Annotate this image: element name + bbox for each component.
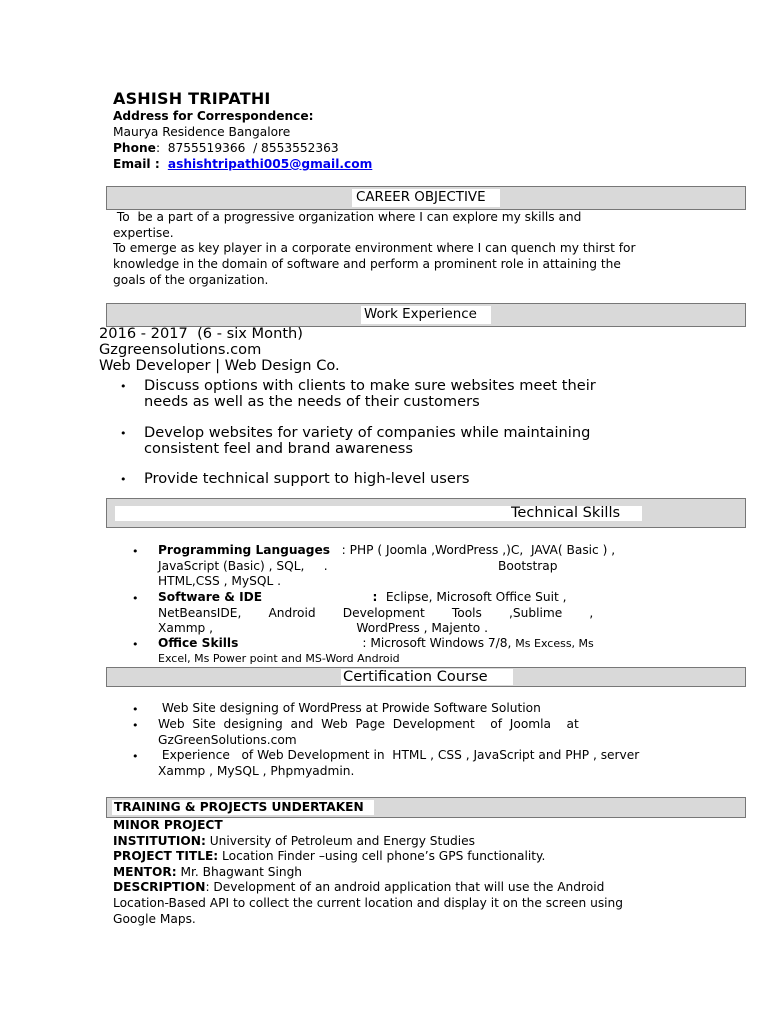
certification-title: Certification Course (343, 668, 488, 685)
description-label: DESCRIPTION (113, 880, 206, 895)
skill-label: Office Skills (158, 636, 239, 650)
skill-line: Eclipse, Microsoft Office Suit , (385, 590, 567, 604)
work-bullet-line: Discuss options with clients to make sure websites meet their (144, 377, 596, 394)
work-period: 2016 - 2017 (6 - six Month) (99, 325, 303, 342)
career-line: knowledge in the domain of software and perform a prominent role in attaining the (113, 257, 621, 272)
skill-label: Programming Languages (158, 543, 331, 557)
cert-line: Web Site designing and Web Page Development of Joomla at (158, 717, 579, 731)
skill-line: Microsoft Windows 7/8, (370, 636, 516, 650)
skill-line: PHP ( Joomla ,WordPress ,)C, JAVA( Basic ) , (349, 543, 616, 557)
minor-project-label: MINOR PROJECT (113, 818, 223, 832)
skill-line: Excel, Ms Power point and MS-Word Android (158, 651, 400, 665)
bullet-icon: • (132, 638, 139, 651)
work-role: Web Developer | Web Design Co. (99, 357, 340, 374)
cert-line: Experience of Web Development in HTML , CSS , JavaScript and PHP , server (158, 748, 640, 762)
technical-skills-header (106, 498, 746, 528)
career-objective-header (106, 186, 746, 210)
institution-value: University of Petroleum and Energy Studies (205, 833, 476, 848)
work-bullet-line: consistent feel and brand awareness (144, 440, 413, 457)
cert-line: GzGreenSolutions.com (158, 732, 297, 747)
skill-item (132, 590, 655, 636)
career-objective-text (113, 210, 636, 289)
cert-item (132, 701, 655, 717)
skill-line: JavaScript (Basic) , SQL, . Bootstrap (158, 558, 558, 573)
career-line: To be a part of a progressive organization where I can explore my skills and (113, 210, 582, 224)
bullet-icon: • (120, 380, 127, 393)
description-line: Location-Based API to collect the current location and display it on the screen using (113, 895, 624, 910)
description-value: : Development of an android application that will use the Android (205, 880, 605, 895)
skill-separator: : (330, 543, 350, 557)
bullet-icon: • (132, 719, 139, 732)
skill-line: HTML,CSS , MySQL . (158, 574, 281, 588)
work-bullet-text (144, 471, 644, 487)
description-line (113, 880, 653, 896)
cert-item (132, 717, 655, 749)
address-text: Maurya Residence Bangalore (113, 125, 291, 139)
project-title-label: PROJECT TITLE: (113, 849, 219, 864)
bullet-icon: • (132, 703, 139, 716)
email-line (113, 156, 372, 172)
project-title-line (113, 849, 653, 865)
skill-item (132, 543, 655, 589)
mentor-line (113, 865, 653, 881)
certification-header (106, 667, 746, 687)
work-bullet-line: Provide technical support to high-level users (144, 470, 470, 487)
phone-line (113, 140, 339, 156)
work-experience-header (106, 303, 746, 327)
career-line: expertise. (113, 225, 174, 240)
bullet-icon: • (132, 545, 139, 558)
skill-line: Xammp , WordPress , Majento . (158, 621, 488, 635)
work-bullet-text (144, 425, 644, 457)
cert-line: Web Site designing of WordPress at Prowide Software Solution (158, 701, 541, 715)
work-bullet (120, 378, 640, 412)
work-experience-title: Work Experience (364, 307, 477, 322)
technical-skills-title: Technical Skills (511, 504, 621, 521)
institution-line (113, 834, 653, 850)
skill-separator: : (238, 636, 371, 650)
work-company: Gzgreensolutions.com (99, 341, 262, 358)
skill-separator: : (262, 590, 386, 604)
career-line: goals of the organization. (113, 272, 269, 287)
skill-line: NetBeansIDE, Android Development Tools ,Sublime , (158, 605, 594, 620)
work-bullet-line: Develop websites for variety of companies while maintaining (144, 424, 591, 441)
bullet-icon: • (132, 750, 139, 763)
skill-item-text (158, 590, 655, 637)
mentor-label: MENTOR: (113, 864, 177, 879)
cert-item (132, 748, 655, 780)
career-line: To emerge as key player in a corporate environment where I can quench my thirst for (113, 241, 636, 256)
skill-item-text (158, 636, 655, 666)
cert-item-text (158, 717, 655, 748)
description-line: Google Maps. (113, 911, 196, 926)
candidate-name: ASHISH TRIPATHI (113, 89, 271, 108)
email-label: Email : (113, 157, 164, 171)
project-details (113, 818, 653, 927)
work-bullet (120, 425, 640, 459)
email-link[interactable]: ashishtripathi005@gmail.com (167, 157, 373, 171)
phone-value: : 8755519366 / 8553552363 (155, 141, 339, 155)
skill-line: Ms Excess, Ms (515, 637, 594, 650)
address-label: Address for Correspondence: (113, 109, 314, 123)
cert-item-text (158, 748, 655, 779)
skill-item-text (158, 543, 655, 590)
work-bullet-text (144, 378, 644, 410)
phone-label: Phone (113, 141, 156, 155)
bullet-icon: • (120, 473, 127, 486)
work-bullet-line: needs as well as the needs of their customers (144, 393, 480, 410)
institution-label: INSTITUTION: (113, 833, 206, 848)
bullet-icon: • (120, 427, 127, 440)
skill-label: Software & IDE (158, 590, 263, 604)
mentor-value: Mr. Bhagwant Singh (176, 864, 303, 879)
cert-line: Xammp , MySQL , Phpmyadmin. (158, 763, 355, 778)
training-title: TRAINING & PROJECTS UNDERTAKEN (114, 800, 364, 814)
project-title-value: Location Finder –using cell phone’s GPS functionality. (218, 849, 546, 864)
work-bullet (120, 471, 640, 489)
skill-item (132, 636, 655, 668)
training-header (106, 797, 746, 818)
bullet-icon: • (132, 592, 139, 605)
career-objective-title: CAREER OBJECTIVE (356, 190, 486, 205)
